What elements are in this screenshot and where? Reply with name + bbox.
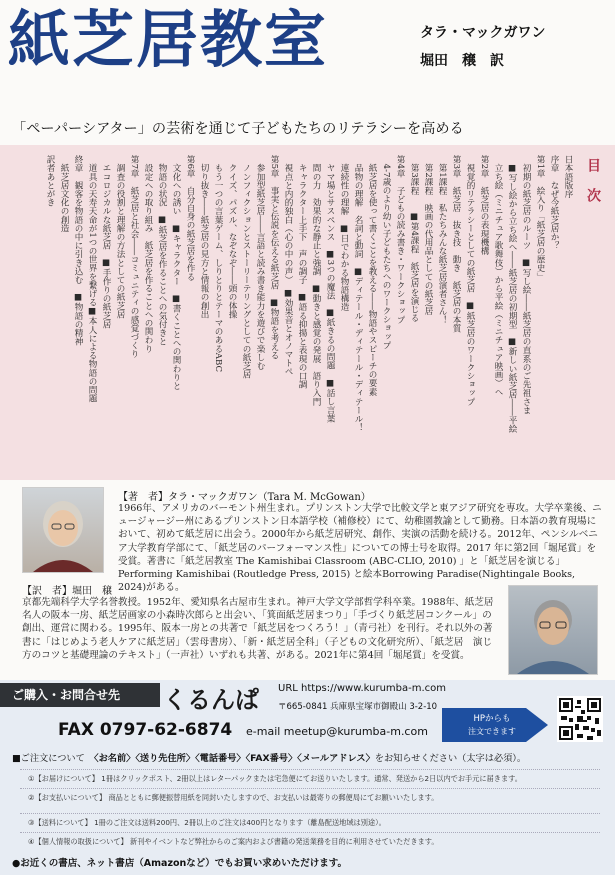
note-privacy (28, 837, 439, 847)
note-text: 商品とともに郵便振替用紙を同封いたしますので、お支払いは最寄りの郵便局にてお願いいたします。 (108, 793, 439, 802)
toc-line: 視点と内的独白（心の中の声） ■効果音とオノマトペ (283, 155, 293, 376)
order-intro-suffix: をお知らせください（太字は必須）。 (374, 753, 527, 764)
translator-bio-label: 【訳 者】堀田 穣 (22, 586, 112, 597)
note-label: ③【送料について】 (28, 818, 92, 827)
hp-order-sub: 注文できます (468, 727, 516, 736)
note-text: 新刊やイベントなど弊社からのご案内および書籍の発送業務を目的に利用させていただきます。 (130, 837, 439, 846)
toc-line: 初期の紙芝居のルーツ ■写し絵――紙芝居の直系のご先祖さま (521, 155, 531, 415)
toc-line: ■写し絵から立ち絵へ――紙芝居の初期型 ■新しい紙芝居――平絵 (507, 155, 517, 433)
toc-line: もう一つの言葉ゲーム、しりとりとテーマのあるABC (213, 155, 223, 373)
toc-line: 紙芝居文化の創造 (59, 155, 69, 233)
toc-line: 第2章 紙芝居の表現機構 (479, 155, 489, 256)
divider (20, 788, 600, 789)
note-text: 1冊はクリックポスト、2冊以上はレターパックまたは宅急便にてお送りいたします。通常、発送から2日以内でお手元に届きます。 (101, 774, 522, 783)
toc-line: 第7章 紙芝居と社会――コミュニティの感覚づくり (129, 155, 139, 359)
toc-line: ノンフィクションとストーリーテリングとしての紙芝居 (241, 155, 251, 379)
note-payment (28, 793, 438, 803)
author-bio-text: 1966年、アメリカのバーモント州生まれ。プリンストン大学で比較文学と東アジア研究を専攻。大学卒業後、ニュージャージー州にあるプリンストン日本語学校（補修校）にて、幼稚園教諭として勤務。日本語の教育現場において、初めて紙芝居に出会う。2000年から紙芝居研究、創作、実演の活動を続ける。2012年、ペンシルベニア大学教育学部にて、「紙芝居のパーフォーマンス性」についての博士号を取得。2017 年に第2回「堀尾賞」を受賞。著書に「紙芝居教室 The Kamishibai Classroom (ABC-CLIO, 2010) 」と「紙芝居を演じる」Performing Kamishibai (Routledge Press, 2015) と絵本Borrowing Paradise(Nightingale Books, 2024)がある。 (118, 503, 602, 594)
divider (20, 832, 600, 833)
divider (20, 813, 600, 814)
toc-line: 道具の天寿天命が1つの世界を繋げる■本人による物語の問題 (87, 155, 97, 403)
toc-line: 第3章 紙芝居 抜き技 動き 紙芝居の本質 (451, 155, 461, 333)
note-delivery (28, 774, 522, 784)
publisher-address: 〒665-0841 兵庫県宝塚市御殿山 3-2-10 (278, 702, 438, 712)
toc-line: 第2課程 映画の代用品としての紙芝居 (423, 155, 433, 316)
qr-code-icon[interactable] (557, 696, 603, 742)
book-title: 紙芝居教室 (8, 3, 329, 76)
note-label: ④【個人情報の取扱について】 (28, 837, 128, 846)
author-portrait-icon (23, 488, 103, 572)
toc-line: キャラクター上手下 声の調子 ■語る抑揚と表現の口調 (297, 155, 307, 389)
note-text: 1冊のご注文は送料200円、2冊以上のご注文は400円となります（離島配送地域は別途）。 (94, 818, 386, 827)
toc-line: 間の力 効果的な静止と強調 ■動きと感覚の発展 語り入門 (311, 155, 321, 406)
order-intro (12, 750, 526, 764)
note-shipping (28, 818, 386, 828)
divider (20, 769, 600, 770)
toc-line: 立ち絵（ミニチュア歌舞伎）から平絵（ミニチュア映画）へ (493, 155, 503, 396)
toc-line: 設定への取り組み 紙芝居を作ることへの関わり (143, 155, 153, 353)
toc-line: 序章 なぜ今紙芝居か？ (549, 155, 559, 250)
toc-line: 第5章 事実と伝説を伝える紙芝居 ■物語を考える (269, 155, 279, 360)
toc-line: 第6章 自分自身の紙芝居を作る (185, 155, 195, 281)
translator-name: 堀田 穣 訳 (420, 53, 504, 69)
toc-line: 紙芝居を使って書くことを教える――物語やスピーチの要素 (367, 155, 377, 396)
order-intro-prefix: ■ご注文について (12, 753, 94, 764)
toc-line: 物語の状況 ■紙芝居を作ることへの気付きと (157, 155, 167, 346)
toc-line: 調査の役割と理解の方法としての紙芝居 (115, 155, 125, 319)
publisher-url[interactable]: URL https://www.kurumba-m.com (278, 683, 447, 694)
toc-line: 第1課程 私たちみんな紙芝居演者さん！ (437, 155, 447, 324)
toc-line: 日本語版序 (563, 155, 573, 198)
toc-line: 4-7歳のより幼い子どもたちへのワークショップ (381, 155, 391, 350)
author-photo (22, 487, 104, 573)
toc-line: 第4章 子どもの読み書き・ワークショップ (395, 155, 405, 324)
order-contact-bar: ご購入・お問合せ先 (0, 683, 160, 707)
toc-line: 終章 観客を物語の中に引き込む ■物語の精神 (73, 155, 83, 346)
book-subtitle: 「ペーパーシアター」の芸術を通じて子どもたちのリテラシーを高める (12, 121, 464, 137)
translator-photo (508, 585, 598, 675)
toc-line: 第3課程 ■第4課程 紙芝居を演じる (409, 155, 419, 323)
note-label: ②【お支払いについて】 (28, 793, 107, 802)
fax-number: FAX 0797-62-6874 (58, 720, 233, 740)
translator-bio-text: 京都先端科学大学名誉教授。1952年、愛知県名古屋市生まれ。神戸大学文学部哲学科卒業。1988年、紙芝居名人の阪本一房、紙芝居画家の小森時次郎らと出会い、「箕面紙芝居まつり」「手づくり紙芝居コンクール」の創出、運営に関わる。1995年、阪本一房との共著で「紙芝居をつくろう！」（青弓社）を刊行。それ以外の著書に「はじめよう老人ケアに紙芝居」（雲母書房）、「新・紙芝居全科」（子どもの文化研究所）、「紙芝居 演じ方のコツと基礎理論のテキスト」（一声社）いずれも共著、がある。2021年に第4回「堀尾賞」を受賞。 (22, 597, 494, 661)
toc-heading: 目次 (585, 158, 601, 218)
toc-line: エコロジカルな紙芝居 ■手作りの紙芝居 (101, 155, 111, 329)
translator-portrait-icon (509, 586, 597, 674)
publisher-logo: くるんぱ (163, 685, 259, 714)
note-label: ①【お届けについて】 (28, 774, 99, 783)
author-bio-label: 【著 者】タラ・マックガワン（Tara M. McGowan） (118, 492, 371, 503)
toc-line: クイズ、パズル、なぞなぞ――頭の体操 (227, 155, 237, 319)
toc-line: 第1章 絵入り「紙芝居の歴史」 (535, 155, 545, 281)
bookstore-note: ●お近くの書店、ネット書店（Amazonなど）でもお買い求めいただけます。 (12, 858, 348, 869)
toc-line: 連続性の理解 ■日でわかる物語構造 (339, 155, 349, 312)
toc-line: 参加型紙芝居――言語と読み書き能力を遊びで楽しむ (255, 155, 265, 370)
toc-line: ヤマ場とサスペンス ■3つの魔法 ■紙きるの問題 ■話し言葉 (325, 155, 335, 423)
toc-line: 品物の理解 名詞と動詞 ■ディテール・ディテール・ディテール！ (353, 155, 363, 432)
toc-line: 文化への誘い ■キャラクター ■書くことへの関わりと (171, 155, 181, 390)
toc-line: 切り抜き――紙芝居の見方と情報の創出 (199, 155, 209, 319)
author-name: タラ・マックガワン (420, 25, 546, 41)
toc-line: 訳者あとがき (45, 155, 55, 207)
toc-line: 視覚的リテラシーとしての紙芝居 ■紙芝居のワークショップ (465, 155, 475, 406)
email-address[interactable]: e-mail meetup@kurumba-m.com (246, 725, 428, 738)
hp-order-label: HPからも (473, 714, 511, 724)
order-required-fields: 〈お名前〉〈送り先住所〉〈電話番号〉〈FAX番号〉〈メールアドレス〉 (94, 753, 375, 764)
